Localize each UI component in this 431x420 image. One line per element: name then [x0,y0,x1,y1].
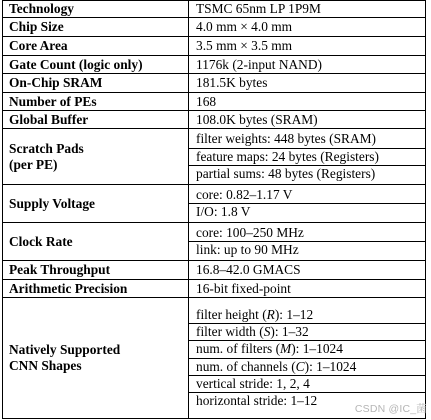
table-row [3,261,426,280]
spec-value: 1176k (2-input NAND) [189,56,426,74]
table-row [3,129,426,185]
cnn-shape-line: num. of filters (M): 1–1024 [189,340,425,357]
spec-value: 3.5 mm × 3.5 mm [189,37,426,56]
table-row [3,93,426,111]
spec-value: 168 [189,93,426,111]
spec-label: Core Area [3,37,189,56]
cnn-shape-line: filter width (S): 1–32 [189,323,425,340]
table-row [3,1,426,18]
spec-value: core: 100–250 MHz link: up to 90 MHz [189,223,426,261]
table-row [3,185,426,223]
cnn-shape-line: horizontal stride: 1–12 [189,392,425,409]
spec-label: Gate Count (logic only) [3,56,189,74]
table-row [3,74,426,93]
spec-label: Peak Throughput [3,261,189,280]
spec-value: TSMC 65nm LP 1P9M [189,1,426,18]
spec-label: Number of PEs [3,93,189,111]
spec-label: Clock Rate [3,223,189,261]
spec-label: Arithmetic Precision [3,280,189,298]
spec-value: 4.0 mm × 4.0 mm [189,18,426,37]
table-row [3,223,426,261]
cnn-shape-line: filter height (R): 1–12 [196,307,314,323]
spec-value: 108.0K bytes (SRAM) [189,111,426,129]
spec-value: 16-bit fixed-point [189,280,426,298]
spec-value: filter weights: 448 bytes (SRAM) feature maps: 24 bytes (Registers) partial sums: 48 bytes (Registers) [189,129,426,185]
table-row [3,18,426,37]
spec-label: Chip Size [3,18,189,37]
table-row [3,37,426,56]
table-row [3,280,426,298]
spec-label: On-Chip SRAM [3,74,189,93]
spec-value: 181.5K bytes [189,74,426,93]
spec-label: Natively Supported CNN Shapes [3,298,189,419]
spec-label: Scratch Pads (per PE) [3,129,189,185]
cnn-shape-line: vertical stride: 1, 2, 4 [189,375,425,392]
specification-table [2,0,426,419]
spec-label: Global Buffer [3,111,189,129]
table-row [3,111,426,129]
table-row [3,56,426,74]
spec-value: core: 0.82–1.17 V I/O: 1.8 V [189,185,426,223]
watermark: CSDN @IC_菌 [354,403,427,415]
spec-value: 16.8–42.0 GMACS [189,261,426,280]
spec-label: Technology [3,1,189,18]
spec-label: Supply Voltage [3,185,189,223]
cnn-shape-line: num. of channels (C): 1–1024 [189,358,425,375]
